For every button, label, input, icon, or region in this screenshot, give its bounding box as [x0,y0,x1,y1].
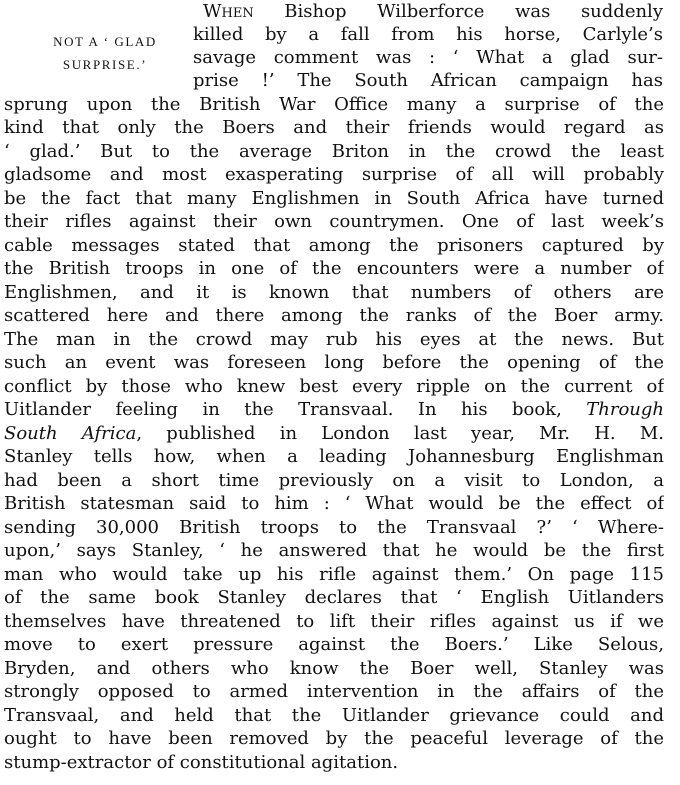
text-line-25: man who would take up his rifle against them.’ On page 115 [4,564,664,585]
text-line-11: cable messages stated that among the prisoners captured by [4,235,664,256]
text-line-27: themselves have threatened to lift their rifles against us if we [4,611,664,632]
sidenote-line-2: SURPRISE.’ [62,57,148,72]
text-line-19-rest: , published in London last year, Mr. H. M. [136,423,664,444]
text-line-31: Transvaal, and held that the Uitlander grievance could and [4,705,664,726]
text-line-22: British statesman said to him : ‘ What would be the effect of [4,493,664,514]
text-line-1-rest: Bishop Wilberforce was suddenly [284,1,663,22]
text-line-5: sprung upon the British War Office many a surprise of the [4,94,664,115]
text-line-2: killed by a fall from his horse, Carlyle’s [193,24,663,45]
text-line-24: upon,’ says Stanley, ‘ he answered that he would be the first [4,540,664,561]
text-line-19 [4,423,664,446]
text-line-3: savage comment was : ‘ What a glad sur- [193,47,663,68]
text-line-26: of the same book Stanley declares that ‘ English Uitlanders [4,587,664,608]
text-line-9: be the fact that many Englishmen in South Africa have turned [4,188,664,209]
opening-word: When [203,1,254,22]
book-title-part-1: Through [586,399,664,420]
text-line-33: stump-extractor of constitutional agitation. [4,752,399,773]
text-line-28: move to exert pressure against the Boers.’ Like Selous, [4,634,664,655]
text-line-13: Englishmen, and it is known that numbers of others are [4,282,664,303]
book-title-part-2: South Africa [4,423,137,444]
text-line-16: such an event was foreseen long before the opening of the [4,352,664,373]
text-line-6: kind that only the Boers and their friends would regard as [4,117,664,138]
text-line-7: ‘ glad.’ But to the average Briton in the crowd the least [4,141,664,162]
text-line-18-prefix: Uitlander feeling in the Transvaal. In his book, [4,399,562,420]
text-line-29: Bryden, and others who know the Boer well, Stanley was [4,658,664,679]
text-line-18 [4,399,664,422]
text-line-14: scattered here and there among the ranks of the Boer army. [4,305,664,326]
text-line-4: prise !’ The South African campaign has [193,70,663,91]
text-line-20: Stanley tells how, when a leading Johannesburg Englishman [4,446,664,467]
text-line-17: conflict by those who knew best every ripple on the current of [4,376,664,397]
marginal-sidenote [20,30,190,76]
text-line-15: The man in the crowd may rub his eyes at the news. But [4,329,664,350]
text-line-12: the British troops in one of the encounters were a number of [4,258,664,279]
text-line-30: strongly opposed to armed intervention in the affairs of the [4,681,664,702]
text-line-32: ought to have been removed by the peaceful leverage of the [4,728,664,749]
text-line-21: had been a short time previously on a visit to London, a [4,470,664,491]
text-line-1 [203,1,663,24]
sidenote-line-1: NOT A ‘ GLAD [53,34,157,49]
text-line-8: gladsome and most exasperating surprise of all will probably [4,164,664,185]
text-line-10: their rifles against their own countrymen. One of last week’s [4,211,664,232]
text-line-23: sending 30,000 British troops to the Transvaal ?’ ‘ Where- [4,517,664,538]
